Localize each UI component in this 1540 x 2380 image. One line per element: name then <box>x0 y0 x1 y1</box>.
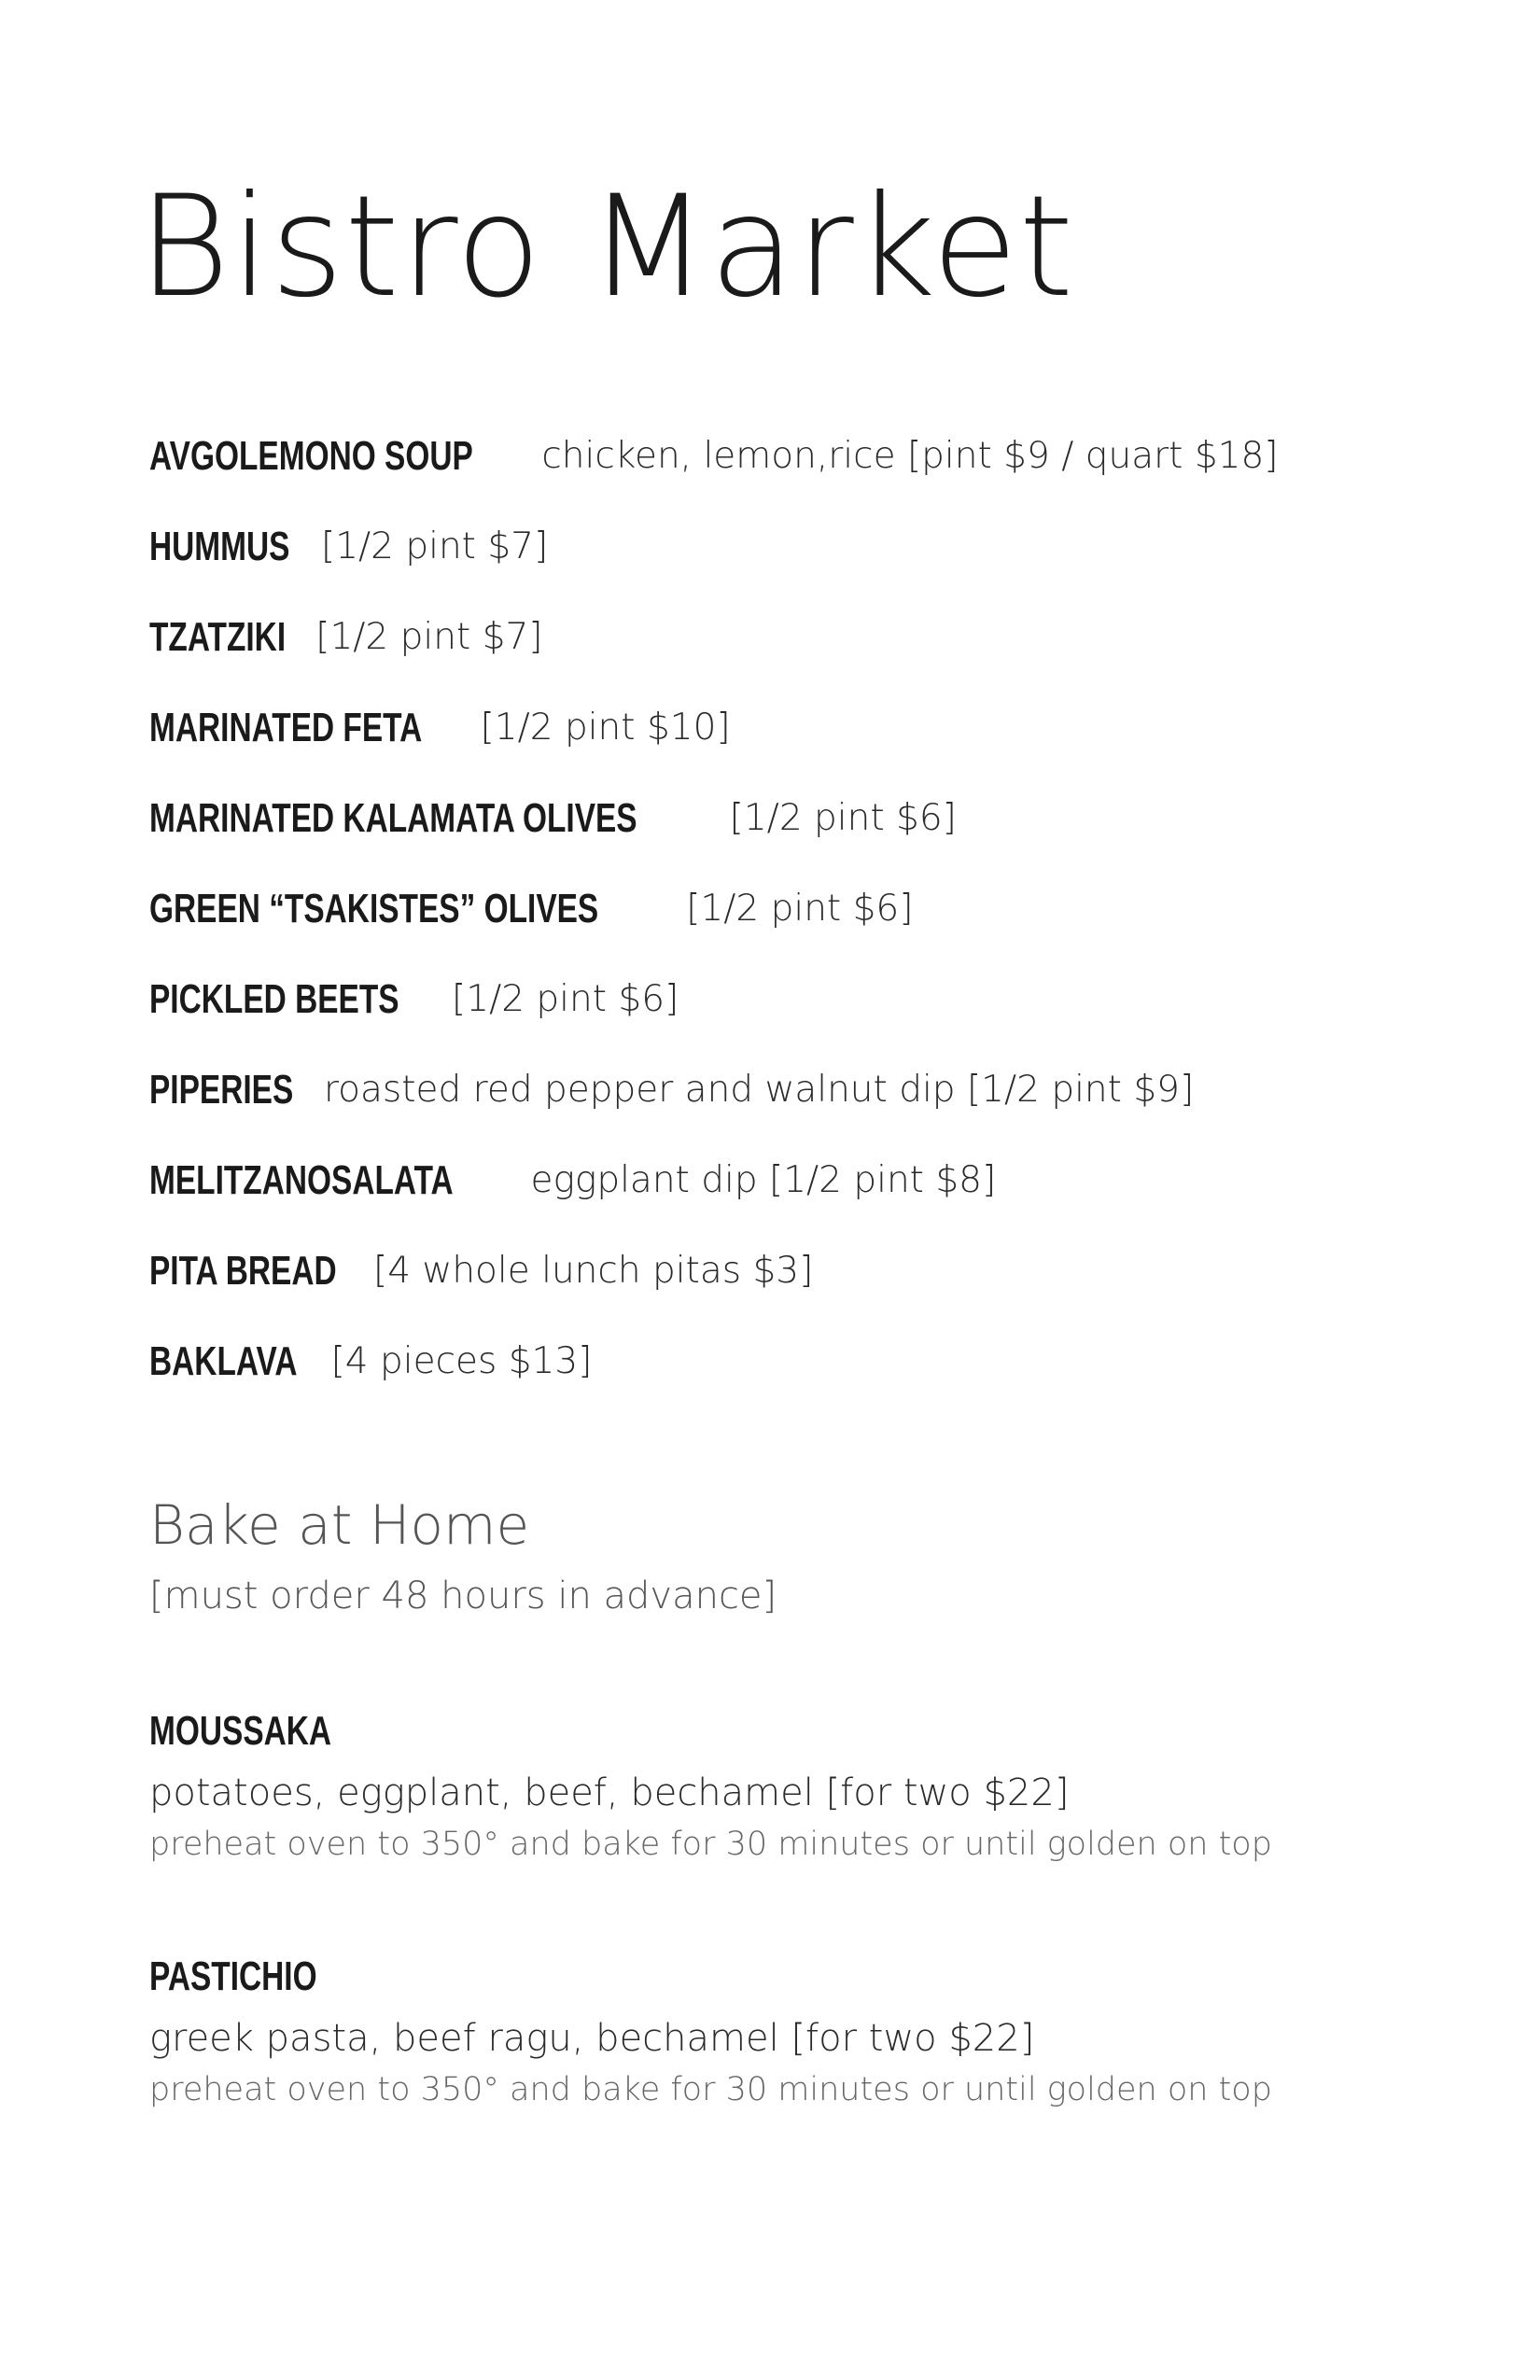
item-description: [1/2 pint $6] <box>686 888 914 930</box>
menu-item <box>149 954 1456 1044</box>
item-name: PIPERIES <box>149 1066 294 1113</box>
item-description: greek pasta, beef ragu, bechamel [for two $22] <box>149 2017 1035 2060</box>
item-name: PASTICHIO <box>149 1953 317 1999</box>
item-name: MELITZANOSALATA <box>149 1156 454 1203</box>
page-title: Bistro Market <box>138 166 1075 329</box>
menu-item <box>149 501 1456 592</box>
item-instructions: preheat oven to 350° and bake for 30 minutes or until golden on top <box>149 2071 1272 2108</box>
item-description: [4 whole lunch pitas $3] <box>373 1250 814 1292</box>
menu-item <box>149 1316 1456 1407</box>
item-description: chicken, lemon,rice [pint $9 / quart $18] <box>541 435 1279 477</box>
item-name: MOUSSAKA <box>149 1708 332 1754</box>
item-description: [1/2 pint $7] <box>320 525 549 567</box>
bake-at-home-section <box>149 1493 1475 1617</box>
menu-item <box>149 411 1456 501</box>
market-items-list <box>149 411 1456 1407</box>
item-name: GREEN “TSAKISTES” OLIVES <box>149 885 599 931</box>
item-name: PITA BREAD <box>149 1247 337 1294</box>
menu-item <box>149 773 1456 863</box>
item-description: [1/2 pint $6] <box>452 978 679 1020</box>
menu-item <box>149 863 1456 954</box>
item-description: eggplant dip [1/2 pint $8] <box>530 1159 997 1201</box>
item-description: [1/2 pint $10] <box>480 707 731 749</box>
menu-item <box>149 592 1456 682</box>
item-description: [1/2 pint $7] <box>315 616 543 658</box>
item-description: roasted red pepper and walnut dip [1/2 pint $9] <box>323 1069 1195 1111</box>
menu-item <box>149 1044 1456 1135</box>
menu-item <box>149 682 1456 773</box>
menu-item <box>149 1135 1456 1225</box>
item-description: [4 pieces $13] <box>330 1340 593 1382</box>
item-name: MARINATED FETA <box>149 704 423 750</box>
section-note: [must order 48 hours in advance] <box>149 1575 777 1617</box>
item-name: BAKLAVA <box>149 1337 298 1384</box>
item-name: HUMMUS <box>149 523 290 569</box>
item-name: MARINATED KALAMATA OLIVES <box>149 794 637 841</box>
item-name: AVGOLEMONO SOUP <box>149 432 473 479</box>
item-instructions: preheat oven to 350° and bake for 30 minutes or until golden on top <box>149 1826 1272 1863</box>
menu-item <box>149 1225 1456 1316</box>
item-description: [1/2 pint $6] <box>729 797 957 839</box>
item-description: potatoes, eggplant, beef, bechamel [for two $22] <box>149 1771 1070 1814</box>
item-name: TZATZIKI <box>149 613 287 660</box>
bake-item <box>149 1953 1475 2108</box>
section-title: Bake at Home <box>149 1493 530 1557</box>
bake-item <box>149 1708 1475 1863</box>
item-name: PICKLED BEETS <box>149 975 399 1022</box>
